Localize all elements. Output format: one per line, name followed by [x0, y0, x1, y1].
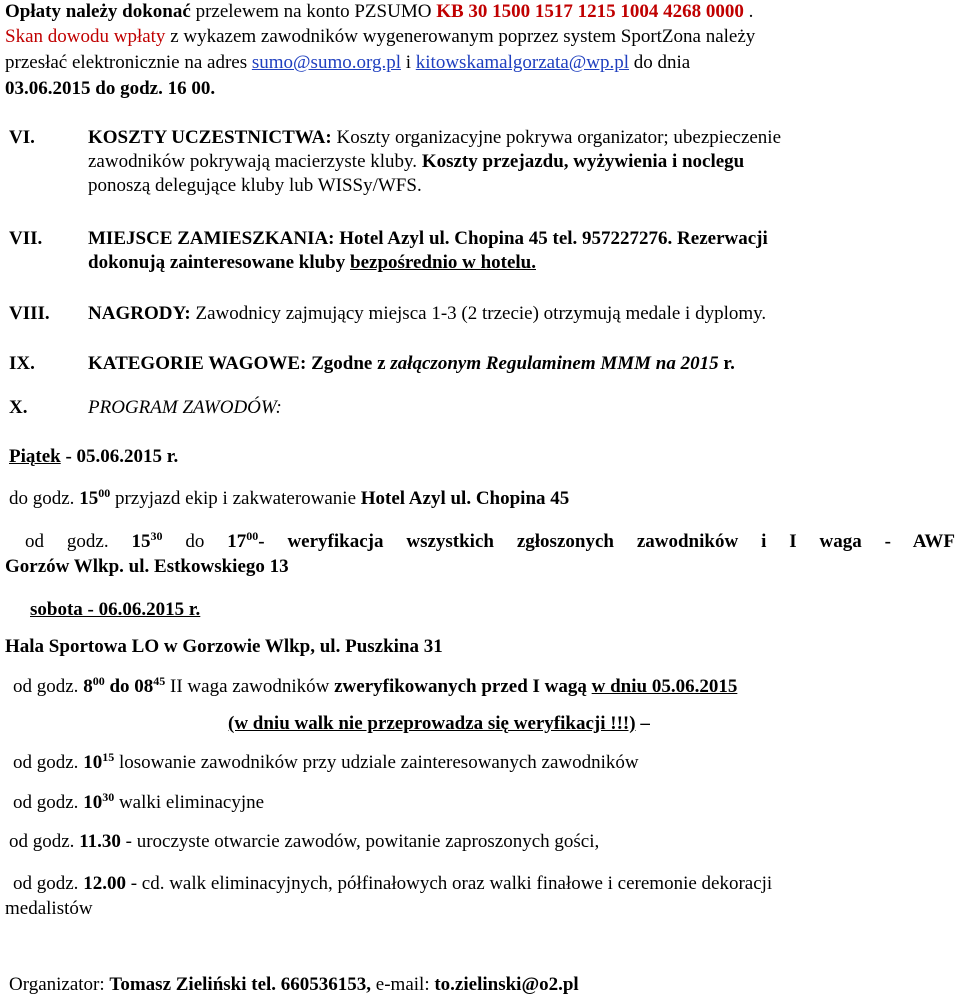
section-viii-number: VIII. [9, 303, 50, 324]
event-hour: 8 [83, 676, 93, 697]
event-minutes: 30 [102, 790, 115, 804]
event-bold-text: zweryfikowanych przed I wagą [334, 676, 592, 697]
payment-scan-rest: z wykazem zawodników wygenerowanym poprzez system SportZona należy [165, 26, 756, 47]
friday-date: - 05.06.2015 r. [60, 446, 179, 467]
event-text: - weryfikacja wszystkich zgłoszonych zawodników i I waga - AWF [258, 531, 956, 552]
event-prefix: od godz. [13, 676, 84, 697]
section-vi-line1: Koszty organizacyjne pokrywa organizator; ubezpieczenie [331, 127, 782, 148]
friday-event-2-line2: Gorzów Wlkp. ul. Estkowskiego 13 [5, 556, 289, 577]
section-vi-line3: ponoszą delegujące kluby lub WISSy/WFS. [88, 175, 422, 196]
section-ix-title: KATEGORIE WAGOWE: [88, 353, 307, 374]
section-ix-end: r. [718, 353, 735, 374]
event-prefix: od godz. [9, 831, 80, 852]
organizer-email[interactable]: to.zielinski@o2.pl [434, 974, 579, 995]
event-until: do 08 [104, 676, 154, 697]
event-text: losowanie zawodników przy udziale zainteresowanych zawodników [114, 752, 639, 773]
event-minutes: 00 [92, 674, 105, 688]
friday-heading [9, 445, 178, 469]
section-viii-title: NAGRODY: [88, 303, 191, 324]
organizer-email-label: e-mail: [371, 974, 435, 995]
payment-until: do dnia [629, 52, 691, 73]
saturday-event-2 [13, 751, 639, 775]
event-prefix: do godz. [9, 488, 80, 509]
event-minutes: 45 [153, 674, 166, 688]
section-viii [88, 302, 955, 326]
section-vii-number: VII. [9, 228, 43, 249]
section-vi-line2: zawodników pokrywają macierzyste kluby. [88, 151, 422, 172]
event-hour: 15 [79, 488, 99, 509]
payment-bold-lead: Opłaty należy dokonać [5, 1, 191, 22]
event-hour: 10 [83, 752, 103, 773]
event-text: walki eliminacyjne [114, 792, 265, 813]
section-vi-number: VI. [9, 127, 35, 148]
event-text: - uroczyste otwarcie zawodów, powitanie zaproszonych gości, [120, 831, 600, 852]
saturday-event-3 [13, 791, 264, 815]
payment-line-3 [5, 51, 955, 75]
event-prefix: od godz. [13, 792, 84, 813]
section-ix-text: Zgodne z [306, 353, 391, 374]
section-vii-line2: dokonują zainteresowane kluby [88, 252, 351, 273]
section-ix-regulation: załączonym Regulaminem MMM na 2015 [390, 353, 719, 374]
event-minutes: 00 [98, 486, 111, 500]
saturday-day-label: sobota - 06.06.2015 r. [30, 599, 201, 620]
payment-line-2 [5, 25, 755, 49]
event-date: w dniu 05.06.2015 [591, 676, 738, 697]
section-vi-title: KOSZTY UCZESTNICTWA: [88, 127, 332, 148]
event-time: 11.30 [79, 831, 121, 852]
friday-day-label: Piątek [9, 446, 61, 467]
payment-text: przelewem na konto PZSUMO [190, 1, 437, 22]
section-x-number: X. [9, 397, 28, 418]
saturday-venue: Hala Sportowa LO w Gorzowie Wlkp, ul. Puszkina 31 [5, 636, 443, 657]
verification-note: (w dniu walk nie przeprowadza się weryfikacji !!!) [228, 713, 636, 734]
event-minutes: 15 [102, 750, 115, 764]
event-until: do [162, 531, 228, 552]
event-hour: 17 [227, 531, 247, 552]
saturday-event-5-line2: medalistów [5, 898, 93, 919]
event-minutes: 30 [150, 529, 163, 543]
email-link-sumo[interactable]: sumo@sumo.org.pl [251, 52, 401, 73]
section-vi-travel-costs: Koszty przejazdu, wyżywienia i noclegu [421, 151, 745, 172]
payment-end: . [743, 1, 754, 22]
email-link-kitowska[interactable]: kitowskamalgorzata@wp.pl [415, 52, 630, 73]
section-vii-directly: bezpośrednio w hotelu. [350, 252, 536, 273]
organizer-label: Organizator: [9, 974, 110, 995]
note-dash: – [635, 713, 650, 734]
friday-event-1 [9, 487, 569, 511]
event-time: 12.00 [83, 873, 126, 894]
saturday-event-1-note [228, 712, 650, 736]
section-vii [88, 227, 955, 275]
section-viii-text: Zawodnicy zajmujący miejsca 1-3 (2 trzecie) otrzymują medale i dyplomy. [190, 303, 767, 324]
saturday-event-4 [9, 830, 599, 854]
payment-scan-text: Skan dowodu wpłaty [5, 26, 166, 47]
section-ix-number: IX. [9, 353, 35, 374]
event-text: II waga zawodników [165, 676, 335, 697]
section-vii-line1: MIEJSCE ZAMIESZKANIA: Hotel Azyl ul. Chopina 45 tel. 957227276. Rezerwacji [88, 228, 768, 249]
bank-account: KB 30 1500 1517 1215 1004 4268 0000 [436, 1, 744, 22]
saturday-event-1 [13, 675, 737, 699]
event-text: przyjazd ekip i zakwaterowanie [110, 488, 361, 509]
event-text: - cd. walk eliminacyjnych, półfinałowych oraz walki finałowe i ceremonie dekoracji [125, 873, 773, 894]
section-ix [88, 352, 955, 376]
section-vi [88, 126, 955, 198]
payment-address-text: przesłać elektronicznie na adres [5, 52, 252, 73]
event-minutes: 00 [246, 529, 259, 543]
event-prefix: od godz. [13, 752, 84, 773]
event-hour: 10 [83, 792, 103, 813]
friday-event-2 [5, 530, 955, 554]
payment-deadline: 03.06.2015 do godz. 16 00. [5, 78, 216, 99]
saturday-event-5 [13, 872, 772, 896]
event-hour: 15 [131, 531, 151, 552]
payment-line-1 [5, 0, 753, 24]
payment-and: i [400, 52, 416, 73]
section-x-title: PROGRAM ZAWODÓW: [88, 397, 282, 418]
organizer-line [9, 973, 579, 997]
event-prefix: od godz. [13, 873, 84, 894]
event-prefix: od godz. [25, 531, 132, 552]
event-venue: Hotel Azyl ul. Chopina 45 [360, 488, 570, 509]
saturday-heading [5, 598, 200, 622]
organizer-name-phone: Tomasz Zieliński tel. 660536153, [109, 974, 372, 995]
